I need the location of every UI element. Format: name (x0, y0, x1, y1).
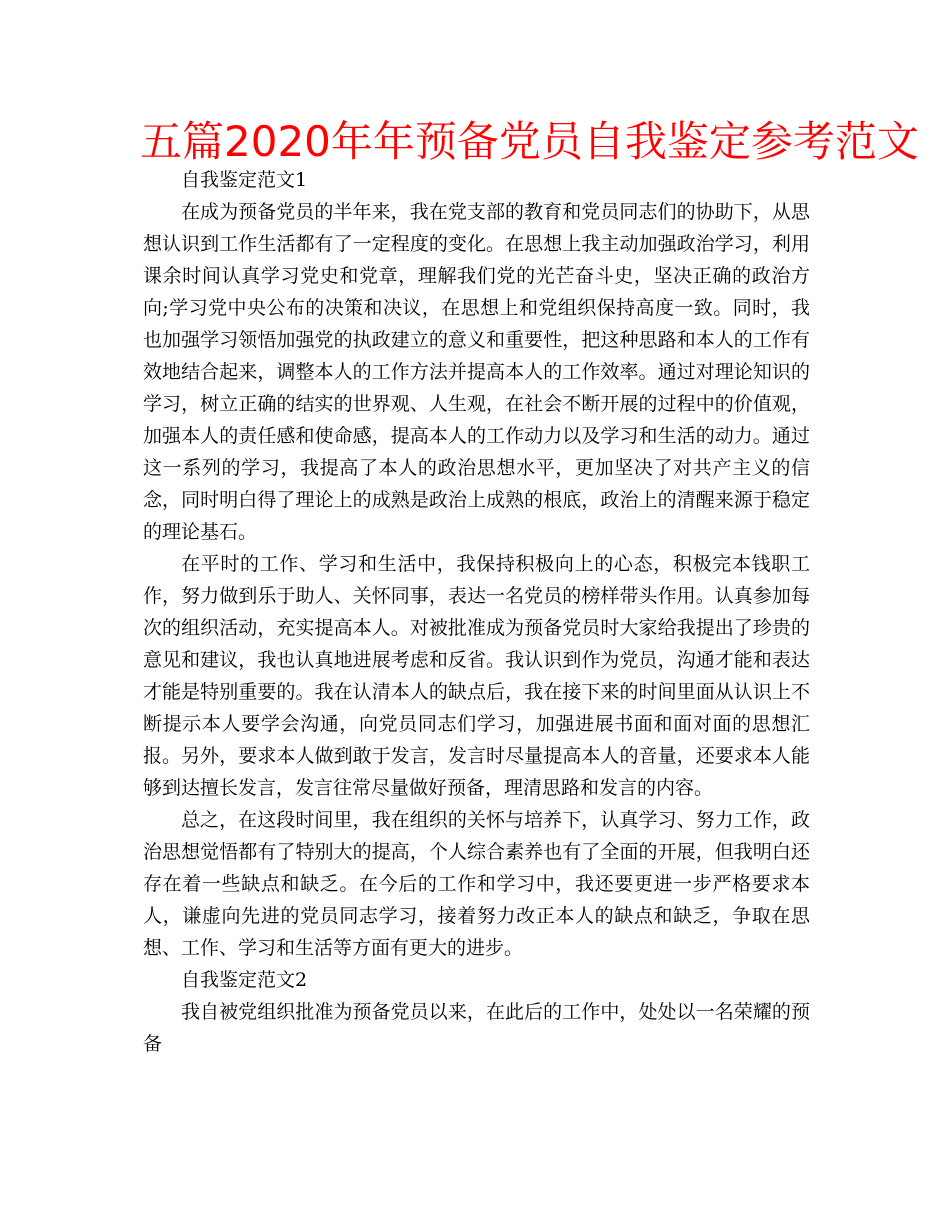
section-heading-2: 自我鉴定范文2 (181, 969, 308, 991)
document-body (143, 164, 810, 1060)
paragraph: 总之，在这段时间里，我在组织的关怀与培养下，认真学习、努力工作，政治思想觉悟都有了特别大的提高，个人综合素养也有了全面的开展，但我明白还存在着一些缺点和缺乏。在今后的工作和学习中，我还要更进一步严格要求本人，谦虚向先进的党员同志学习，接着努力改正本人的缺点和缺乏，争取在思想、工作、学习和生活等方面有更大的进步。 (143, 809, 810, 959)
section-heading-1: 自我鉴定范文1 (181, 169, 308, 191)
document-title: 五篇2020年年预备党员自我鉴定参考范文 (140, 117, 919, 166)
paragraph: 我自被党组织批准为预备党员以来，在此后的工作中，处处以一名荣耀的预备 (143, 1001, 810, 1055)
paragraph: 在平时的工作、学习和生活中，我保持积极向上的心态，积极完本钱职工作，努力做到乐于助人、关怀同事，表达一名党员的榜样带头作用。认真参加每次的组织活动，充实提高本人。对被批准成为预备党员时大家给我提出了珍贵的意见和建议，我也认真地进展考虑和反省。我认识到作为党员，沟通才能和表达才能是特别重要的。我在认清本人的缺点后，我在接下来的时间里面从认识上不断提示本人要学会沟通，向党员同志们学习，加强进展书面和面对面的思想汇报。另外，要求本人做到敢于发言，发言时尽量提高本人的音量，还要求本人能够到达擅长发言，发言往常尽量做好预备，理清思路和发言的内容。 (143, 553, 810, 799)
paragraph: 在成为预备党员的半年来，我在党支部的教育和党员同志们的协助下，从思想认识到工作生活都有了一定程度的变化。在思想上我主动加强政治学习，利用课余时间认真学习党史和党章，理解我们党的光芒奋斗史，坚决正确的政治方向;学习党中央公布的决策和决议，在思想上和党组织保持高度一致。同时，我也加强学习领悟加强党的执政建立的意义和重要性，把这种思路和本人的工作有效地结合起来，调整本人的工作方法并提高本人的工作效率。通过对理论知识的学习，树立正确的结实的世界观、人生观，在社会不断开展的过程中的价值观，加强本人的责任感和使命感，提高本人的工作动力以及学习和生活的动力。通过这一系列的学习，我提高了本人的政治思想水平，更加坚决了对共产主义的信念，同时明白得了理论上的成熟是政治上成熟的根底，政治上的清醒来源于稳定的理论基石。 (143, 201, 810, 543)
